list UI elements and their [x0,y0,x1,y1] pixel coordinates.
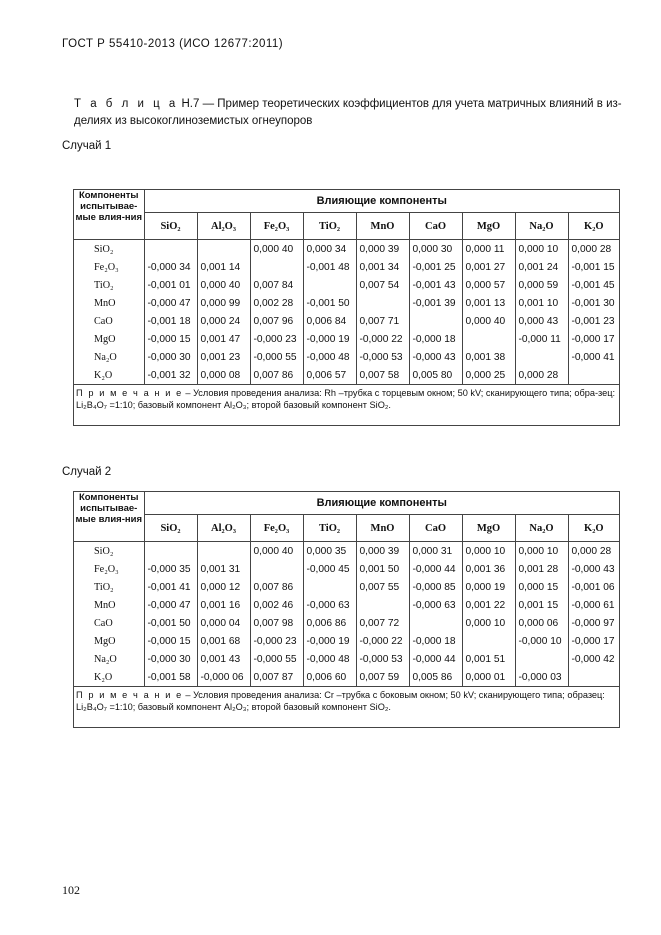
table-cell [250,560,303,578]
table-cell: 0,005 80 [409,366,462,385]
row-label: SiO₂ [74,542,144,561]
influencing-components-header: Влияющие компоненты [144,492,619,515]
table-cell: 0,000 39 [356,240,409,259]
table-cell: 0,007 71 [356,312,409,330]
table-note [74,687,619,728]
table-cell: 0,000 39 [356,542,409,561]
table-cell: -0,001 45 [571,279,615,291]
table-cell: -0,001 01 [144,276,197,294]
table-cell: 0,007 87 [250,668,303,687]
table-cell: -0,000 44 [409,560,462,578]
table-cell [144,240,197,259]
table-cell: -0,001 32 [144,366,197,385]
table-cell: -0,000 15 [144,632,197,650]
table-cell: 0,007 55 [356,578,409,596]
table-row [74,632,619,650]
table-row [74,258,619,276]
table-cell: -0,000 18 [409,632,462,650]
table-cell: 0,007 59 [356,668,409,687]
table-cell: -0,000 19 [303,330,356,348]
column-header: Fe₂O₃ [250,515,303,542]
table-row [74,650,619,668]
table-cell: 0,001 27 [462,258,515,276]
table-cell: 0,000 34 [303,240,356,259]
table-cell: 0,000 28 [571,545,612,557]
table-cell: -0,000 47 [144,294,197,312]
header-row [74,492,619,515]
table-cell: 0,000 40 [462,312,515,330]
table-cell: 0,001 36 [462,560,515,578]
table-cell [356,596,409,614]
table-cell: -0,000 17 [571,333,615,345]
table-cell: -0,000 10 [515,632,568,650]
table-cell: 0,000 40 [197,276,250,294]
table-cell: -0,000 63 [303,596,356,614]
row-label: SiO₂ [74,240,144,259]
note-label: П р и м е ч а н и е [76,388,183,398]
table-cell: 0,000 10 [462,614,515,632]
table-cell: 0,000 06 [515,614,568,632]
table-cell: -0,001 15 [571,261,615,273]
column-header: CaO [409,213,462,240]
table-cell: 0,000 10 [462,542,515,561]
column-header: MnO [356,213,409,240]
table-cell: 0,006 84 [303,312,356,330]
row-label: Na₂O [74,650,144,668]
table-cell: -0,000 97 [571,617,615,629]
case-2-label: Случай 2 [62,466,112,478]
table-cell: 0,000 28 [571,243,612,255]
table-cell: -0,000 43 [571,563,615,575]
table-cell [409,614,462,632]
table-cell: 0,006 60 [303,668,356,687]
row-label: Fe₂O₃ [74,258,144,276]
table-cell: 0,000 57 [462,276,515,294]
table-cell: 0,007 84 [250,276,303,294]
table-cell [515,348,568,366]
table-cell [197,542,250,561]
table-cell: -0,000 48 [303,348,356,366]
table-cell: 0,001 28 [515,560,568,578]
note-label: П р и м е ч а н и е [76,690,183,700]
table-cell: 0,000 08 [197,366,250,385]
table-cell: 0,000 24 [197,312,250,330]
table-cell: 0,006 86 [303,614,356,632]
table-cell: 0,000 10 [515,542,568,561]
table-row [74,348,619,366]
column-header: TiO₂ [303,515,356,542]
column-header: MnO [356,515,409,542]
table-cell: -0,001 30 [571,297,615,309]
table-cell [409,312,462,330]
row-label: MgO [74,330,144,348]
table-cell: 0,005 86 [409,668,462,687]
table-cell: -0,000 48 [303,650,356,668]
table-cell: 0,001 14 [197,258,250,276]
table-cell [250,258,303,276]
table-cell [568,668,619,687]
table-cell: 0,001 31 [197,560,250,578]
table-cell: -0,000 44 [409,650,462,668]
table-cell: 0,000 10 [515,240,568,259]
row-label: K₂O [74,366,144,385]
page-number: 102 [62,883,80,897]
row-label: Na₂O [74,348,144,366]
table-cell: 0,007 96 [250,312,303,330]
table-cell [356,294,409,312]
table-cell: -0,000 42 [571,653,615,665]
column-header: Na₂O [515,213,568,240]
note-row [74,687,619,728]
table-cell: -0,000 35 [144,560,197,578]
caption-line2: делиях из высокоглиноземистых огнеупоров [74,115,313,127]
table-row [74,668,619,687]
table-cell: -0,000 55 [250,348,303,366]
table-cell: 0,007 54 [356,276,409,294]
table-cell: 0,000 04 [197,614,250,632]
table-row [74,596,619,614]
column-header: Na₂O [515,515,568,542]
column-header: SiO₂ [144,515,197,542]
table-row [74,614,619,632]
caption-prefix: Т а б л и ц а [74,98,179,110]
table-cell: -0,001 18 [144,312,197,330]
table-cell: 0,000 35 [303,542,356,561]
document-header: ГОСТ Р 55410-2013 (ИСО 12677:2011) [62,38,284,50]
table-cell: 0,001 68 [197,632,250,650]
table-cell: -0,001 43 [409,276,462,294]
table-cell: 0,001 50 [356,560,409,578]
table-cell: 0,001 23 [197,348,250,366]
table-cell: -0,000 43 [409,348,462,366]
column-header: MgO [462,515,515,542]
table-cell: 0,000 28 [515,366,568,385]
table-cell: -0,000 53 [356,650,409,668]
coefficients-table-case-2 [74,492,619,727]
table-cell [197,240,250,259]
table-cell: -0,000 30 [144,348,197,366]
table-row [74,312,619,330]
table-cell: -0,001 23 [571,315,615,327]
table-cell: 0,000 19 [462,578,515,596]
table-cell: -0,001 06 [571,581,615,593]
table-cell: -0,000 63 [409,596,462,614]
table-cell: 0,007 98 [250,614,303,632]
table-cell: 0,000 31 [409,542,462,561]
table-row [74,542,619,561]
column-header: K₂O [568,213,619,240]
table-cell: -0,000 17 [571,635,615,647]
table-cell [144,542,197,561]
table-cell: -0,000 61 [571,599,615,611]
row-label: TiO₂ [74,276,144,294]
table-row [74,240,619,259]
row-label: MnO [74,596,144,614]
case-1-label: Случай 1 [62,140,112,152]
table-cell: -0,000 22 [356,330,409,348]
table-cell: -0,000 47 [144,596,197,614]
table-cell: -0,000 23 [250,632,303,650]
table-cell: -0,000 53 [356,348,409,366]
column-header: MgO [462,213,515,240]
table-cell: -0,001 50 [144,614,197,632]
components-header: Компоненты испытывае-мые влия-ния [74,492,144,542]
table-cell: -0,000 45 [303,560,356,578]
coefficients-table-case-1 [74,190,619,425]
table-cell: -0,001 48 [303,258,356,276]
table-cell: 0,001 38 [462,348,515,366]
note-text: – Условия проведения анализа: Cr –трубка с боковым окном; 50 kV; сканирующего типа; образец: Li₂B₄O₇ =1:10; базовый компонент Al₂O₃; второй базовый компонент SiO₂. [76,690,605,712]
row-label: MgO [74,632,144,650]
table-cell: -0,000 03 [515,668,568,687]
caption-line1: Н.7 — Пример теоретических коэффициентов для учета матричных влияний в из- [178,98,622,110]
row-label: Fe₂O₃ [74,560,144,578]
column-header: TiO₂ [303,213,356,240]
table-cell: 0,007 86 [250,366,303,385]
table-cell: 0,001 15 [515,596,568,614]
table-row [74,294,619,312]
column-header: Fe₂O₃ [250,213,303,240]
table-caption [74,96,634,130]
column-header: Al₂O₃ [197,213,250,240]
table-cell: -0,000 11 [515,330,568,348]
table-cell: -0,000 22 [356,632,409,650]
table-cell: -0,000 06 [197,668,250,687]
table-cell: -0,000 30 [144,650,197,668]
column-header: K₂O [568,515,619,542]
table-row [74,578,619,596]
row-label: CaO [74,312,144,330]
row-label: CaO [74,614,144,632]
column-header-row [74,213,619,240]
table-cell [303,276,356,294]
table-cell [462,330,515,348]
table-cell: -0,000 55 [250,650,303,668]
column-header: SiO₂ [144,213,197,240]
table-cell: 0,000 25 [462,366,515,385]
header-row [74,190,619,213]
table-cell: -0,001 39 [409,294,462,312]
table-cell [515,650,568,668]
note-text: – Условия проведения анализа: Rh –трубка с торцевым окном; 50 kV; сканирующего типа; обра-зец: Li₂B₄O₇ =1:10; базовый компонент Al₂O₃; второй базовый компонент SiO₂. [76,388,616,410]
column-header: Al₂O₃ [197,515,250,542]
table-note [74,385,619,426]
table-cell: 0,001 16 [197,596,250,614]
table-cell: 0,001 34 [356,258,409,276]
table-cell: 0,001 10 [515,294,568,312]
table-cell: 0,001 22 [462,596,515,614]
table-cell: -0,000 23 [250,330,303,348]
table-cell: -0,000 85 [409,578,462,596]
table-cell: 0,001 51 [462,650,515,668]
table-cell: 0,007 86 [250,578,303,596]
row-label: TiO₂ [74,578,144,596]
table-row [74,560,619,578]
table-cell: -0,000 34 [144,258,197,276]
table-cell: 0,000 40 [250,240,303,259]
table-cell: 0,000 59 [515,276,568,294]
table-cell: 0,006 57 [303,366,356,385]
table-cell [303,578,356,596]
table-cell: 0,002 28 [250,294,303,312]
table-cell: -0,000 19 [303,632,356,650]
table-cell: 0,001 24 [515,258,568,276]
table-cell [568,366,619,385]
table-cell: 0,002 46 [250,596,303,614]
row-label: MnO [74,294,144,312]
table-cell: 0,007 58 [356,366,409,385]
table-cell: -0,000 41 [571,351,615,363]
table-cell: 0,000 11 [462,240,515,259]
table-row [74,330,619,348]
table-cell: -0,000 18 [409,330,462,348]
table-cell: 0,000 43 [515,312,568,330]
table-row [74,366,619,385]
table-cell: -0,000 15 [144,330,197,348]
note-row [74,385,619,426]
table-cell [462,632,515,650]
table-cell: -0,001 25 [409,258,462,276]
table-cell: -0,001 41 [144,578,197,596]
components-header: Компоненты испытывае-мые влия-ния [74,190,144,240]
table-cell: 0,000 01 [462,668,515,687]
table-cell: 0,000 12 [197,578,250,596]
column-header-row [74,515,619,542]
column-header: CaO [409,515,462,542]
table-cell: 0,000 99 [197,294,250,312]
table-cell: 0,001 47 [197,330,250,348]
table-cell: 0,001 43 [197,650,250,668]
table-cell: -0,001 50 [303,294,356,312]
table-cell: -0,001 58 [144,668,197,687]
row-label: K₂O [74,668,144,687]
table-row [74,276,619,294]
table-cell: 0,000 40 [250,542,303,561]
table-cell: 0,007 72 [356,614,409,632]
influencing-components-header: Влияющие компоненты [144,190,619,213]
table-cell: 0,000 30 [409,240,462,259]
table-cell: 0,001 13 [462,294,515,312]
table-cell: 0,000 15 [515,578,568,596]
